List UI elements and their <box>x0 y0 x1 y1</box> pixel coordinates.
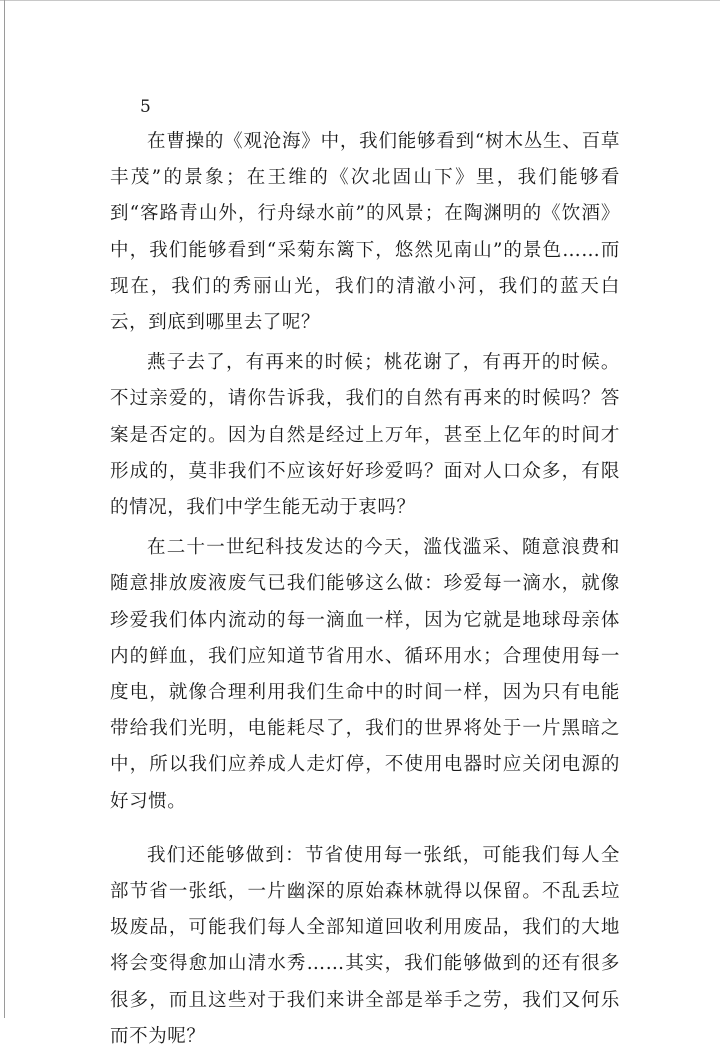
paragraph-2: 燕子去了，有再来的时候；桃花谢了，有再开的时候。不过亲爱的，请你告诉我，我们的自然有再来的时候吗？答案是否定的。因为自然是经过上万年，甚至上亿年的时间才形成的，莫非我们不应该好好珍爱吗？面对人口众多，有限的情况，我们中学生能无动于衷吗？ <box>110 352 620 519</box>
page-left-edge <box>4 0 5 1018</box>
page-top-edge <box>0 0 720 1</box>
paragraph-4: 我们还能够做到：节省使用每一张纸，可能我们每人全部节省一张纸，一片幽深的原始森林就得以保留。不乱丢垃圾废品，可能我们每人全部知道回收利用废品，我们的大地将会变得愈加山清水秀……其实，我们能够做到的还有很多很多，而且这些对于我们来讲全部是举手之劳，我们又何乐而不为呢？ <box>110 844 620 1047</box>
page-number: 5 <box>140 97 151 117</box>
paragraph-1: 在曹操的《观沧海》中，我们能够看到“树木丛生、百草丰茂”的景象；在王维的《次北固山下》里，我们能够看到“客路青山外，行舟绿水前”的风景；在陶渊明的《饮酒》中，我们能够看到“采菊东篱下，悠然见南山”的景色……而现在，我们的秀丽山光，我们的清澈小河，我们的蓝天白云，到底到哪里去了呢？ <box>110 131 620 334</box>
document-body <box>110 94 620 1055</box>
paragraph-3: 在二十一世纪科技发达的今天，滥伐滥采、随意浪费和随意排放废液废气已我们能够这么做：珍爱每一滴水，就像珍爱我们体内流动的每一滴血一样，因为它就是地球母亲体内的鲜血，我们应知道节省用水、循环用水；合理使用每一度电，就像合理利用我们生命中的时间一样，因为只有电能带给我们光明，电能耗尽了，我们的世界将处于一片黑暗之中，所以我们应养成人走灯停，不使用电器时应关闭电源的好习惯。 <box>110 537 620 812</box>
